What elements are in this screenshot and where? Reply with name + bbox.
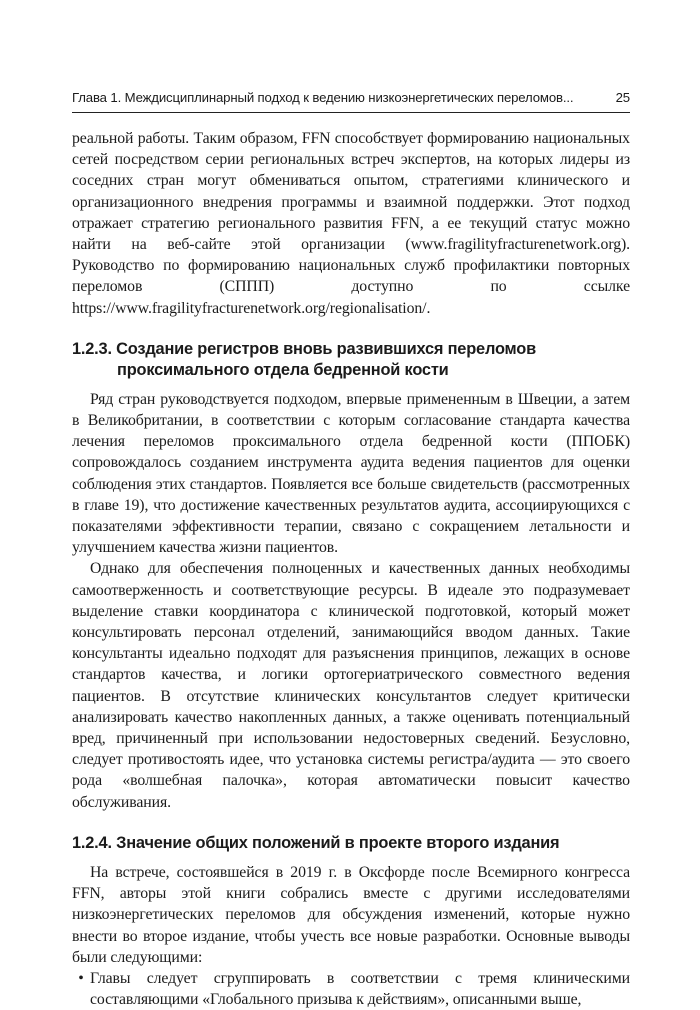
- body-text: [72, 128, 630, 1010]
- paragraph-1-2-3-a: Ряд стран руководствуется подходом, впервые примененным в Швеции, а затем в Великобритании, в соответствии с которым согласование стандарта качества лечения переломов проксимального отдела бедренной кости (ППОБК) сопровождалось созданием инструмента аудита ведения пациентов для оценки соблюдения этих стандартов. Появляется все больше свидетельств (рассмотренных в главе 19), что достижение качественных результатов аудита, ассоциирующихся с показателями эффективности терапии, связано с сокращением летальности и улучшением качества жизни пациентов.: [72, 390, 630, 557]
- section-heading-1-2-4: 1.2.4. Значение общих положений в проекте второго издания: [72, 833, 560, 852]
- running-head: [72, 90, 630, 105]
- paragraph-1-2-4: На встрече, состоявшейся в 2019 г. в Оксфорде после Всемирного конгресса FFN, авторы этой книги собрались вместе с другими исследователями низкоэнергетических переломов для обсуждения изменений, которые нужно внести во второе издание, чтобы учесть все новые разработки. Основные выводы были следующими:: [72, 863, 630, 966]
- paragraph-1-2-3-b: Однако для обеспечения полноценных и качественных данных необходимы самоотверженность и соответствующие ресурсы. В идеале это подразумевает выделение ставки координатора с клинической подготовкой, который может консультировать персонал отделений, занимающийся вводом данных. Такие консультанты идеально подходят для разъяснения принципов, лежащих в основе стандартов качества, и логики ортогериатрического совместного ведения пациентов. В отсутствие клинических консультантов следует критически анализировать качество накопленных данных, а также оценивать потенциальный вред, причиненный при использовании недостоверных сведений. Безусловно, следует противостоять идее, что установка системы регистра/аудита — это своего рода «волшебная палочка», которая автоматически повысит качество обслуживания.: [72, 560, 630, 811]
- section-heading-1-2-3: 1.2.3. Создание регистров вновь развившихся переломов проксимального отдела бедренной кости: [72, 339, 536, 379]
- bullet-text: Главы следует сгруппировать в соответствии с тремя клиническими составляющими «Глобального призыва к действиям», описанными выше,: [90, 969, 630, 1009]
- header-rule: [72, 112, 630, 113]
- page-number: 25: [615, 90, 630, 105]
- bullet-item: [72, 968, 630, 1010]
- paragraph-intro: реальной работы. Таким образом, FFN способствует формированию национальных сетей посредством серии региональных встреч экспертов, на которых лидеры из соседних стран могут обмениваться опытом, стратегиями клинического и организационного внедрения программы и взаимной поддержки. Этот подход отражает стратегию регионального развития FFN, а ее текущий статус можно найти на веб-сайте этой организации (www.fragilityfracturenetwork.org). Руководство по формированию национальных служб профилактики повторных переломов (СППП) доступно по ссылке https://www.fragilityfracturenetwork.org/regionalisation/.: [72, 130, 630, 317]
- bullet-mark: •: [78, 969, 84, 987]
- running-title: Глава 1. Междисциплинарный подход к ведению низкоэнергетических переломов...: [72, 90, 574, 105]
